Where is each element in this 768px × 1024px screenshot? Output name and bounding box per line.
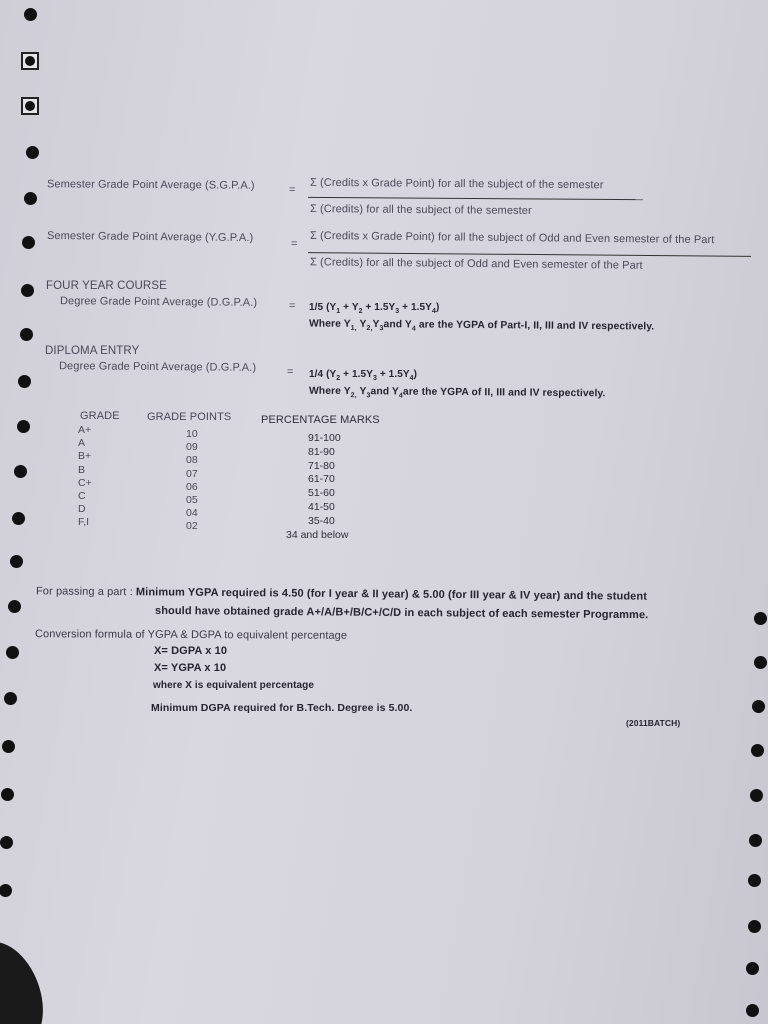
binder-hole-icon xyxy=(750,789,763,802)
binder-hole-icon xyxy=(20,328,33,341)
passing-line-2: should have obtained grade A+/A/B+/B/C+/C/D in each subject of each semester Programme. xyxy=(154,604,649,622)
table-row: 91-100 xyxy=(308,432,341,444)
formula-coefficient: 1/5 xyxy=(309,302,324,313)
passing-text: Minimum YGPA required is 4.50 (for I year & II year) & 5.00 (for III year & IV year) and the student xyxy=(135,586,648,603)
finger-shadow xyxy=(0,931,57,1024)
binder-hole-icon xyxy=(1,788,14,801)
binder-hole-icon xyxy=(8,600,21,613)
ygpa-numerator: Σ (Credits x Grade Point) for all the subject of Odd and Even semester of the Part xyxy=(309,229,715,247)
binder-hole-icon xyxy=(21,284,34,297)
binder-hole-icon xyxy=(22,236,35,249)
dgpa-where: Where $Y_{1,}$ $Y_{2,}Y_3and$ $Y_4$ are the YGPA of Part-I, II, III and IV respectively. xyxy=(308,318,655,333)
grade-header: GRADE xyxy=(80,410,120,422)
binder-hole-icon xyxy=(17,420,30,433)
percentage-marks-header: PERCENTAGE MARKS xyxy=(261,414,380,426)
four-year-heading: FOUR YEAR COURSE xyxy=(46,280,167,292)
fraction-bar xyxy=(308,197,643,200)
conversion-heading: Conversion formula of YGPA & DGPA to equivalent percentage xyxy=(34,628,348,642)
binder-hole-icon xyxy=(18,375,31,388)
binder-hole-icon xyxy=(2,740,15,753)
table-row: A xyxy=(78,437,86,450)
table-row: 02 xyxy=(186,520,198,533)
table-row: 51-60 xyxy=(308,487,335,500)
binder-hole-icon xyxy=(749,834,762,847)
table-row: 06 xyxy=(186,480,198,493)
table-row: 34 and below xyxy=(286,528,349,541)
grade-column xyxy=(78,424,92,530)
checkbox-icon xyxy=(21,52,39,70)
conversion-formula-2: X= YGPA x 10 xyxy=(154,662,227,674)
table-row: 61-70 xyxy=(308,473,335,486)
grade-points-header: GRADE POINTS xyxy=(147,411,232,423)
diploma-formula: 1/4 $(Y_2 + 1.5Y_3 + 1.5Y_4)$ xyxy=(309,369,418,382)
diploma-heading: DIPLOMA ENTRY xyxy=(45,345,140,357)
binder-hole-icon xyxy=(0,836,13,849)
table-row: B+ xyxy=(78,450,92,463)
ygpa-denominator: Σ (Credits) for all the subject of Odd and Even semester of the Part xyxy=(309,256,643,272)
equals-sign: = xyxy=(287,366,294,378)
binder-hole-icon xyxy=(746,1004,759,1017)
sgpa-denominator: Σ (Credits) for all the subject of the semester xyxy=(309,203,532,217)
binder-hole-icon xyxy=(746,962,759,975)
binder-hole-icon xyxy=(14,465,27,478)
diploma-dgpa-label: Degree Grade Point Average (D.G.P.A.) xyxy=(58,360,257,374)
conversion-formula-1: X= DGPA x 10 xyxy=(154,645,228,657)
binder-hole-icon xyxy=(748,920,761,933)
table-row: 41-50 xyxy=(308,500,335,513)
table-row: C+ xyxy=(78,476,92,489)
binder-hole-icon xyxy=(24,192,37,205)
sgpa-numerator: Σ (Credits x Grade Point) for all the subject of the semester xyxy=(309,176,604,192)
minimum-dgpa-text: Minimum DGPA required for B.Tech. Degree is 5.00. xyxy=(151,702,413,714)
dgpa-formula: 1/5 $(Y_1 + Y_2 + 1.5Y_3 + 1.5Y_4)$ xyxy=(309,302,440,315)
binder-hole-icon xyxy=(4,692,17,705)
table-row: B xyxy=(78,463,86,476)
table-row: 35-40 xyxy=(308,514,335,527)
table-row: 81-90 xyxy=(308,445,335,458)
dgpa-where-text: are the YGPA of Part-I, II, III and IV respectively. xyxy=(418,319,655,333)
binder-hole-icon xyxy=(0,884,12,897)
conversion-note: where X is equivalent percentage xyxy=(153,680,315,691)
formula-coefficient: 1/4 xyxy=(309,369,324,380)
table-row: D xyxy=(78,503,86,516)
binder-hole-icon xyxy=(24,8,37,21)
passing-label: For passing a part : xyxy=(35,585,133,599)
table-row: 10 xyxy=(186,428,198,440)
binder-hole-icon xyxy=(754,656,767,669)
table-row: 08 xyxy=(186,454,198,467)
table-row: 04 xyxy=(186,507,198,520)
binder-hole-icon xyxy=(12,512,25,525)
diploma-where: Where $Y_{2,}$ $Y_3and$ $Y_4are$ the YGPA of II, III and IV respectively. xyxy=(308,385,606,400)
binder-hole-icon xyxy=(26,146,39,159)
batch-label: (2011BATCH) xyxy=(626,718,681,728)
table-row: 07 xyxy=(186,467,198,480)
percentage-column xyxy=(286,432,349,542)
grade-points-column xyxy=(186,428,198,534)
binder-hole-icon xyxy=(754,612,767,625)
table-row: 05 xyxy=(186,494,198,507)
table-row: A+ xyxy=(78,424,92,436)
dgpa-label: Degree Grade Point Average (D.G.P.A.) xyxy=(59,295,258,309)
passing-line-1 xyxy=(36,585,647,602)
table-row: 71-80 xyxy=(308,459,335,472)
sgpa-label: Semester Grade Point Average (S.G.P.A.) xyxy=(46,178,255,192)
binder-hole-icon xyxy=(751,744,764,757)
binder-hole-icon xyxy=(10,555,23,568)
ygpa-label: Semester Grade Point Average (Y.G.P.A.) xyxy=(46,229,254,245)
binder-hole-icon xyxy=(6,646,19,659)
table-row: C xyxy=(78,490,86,503)
binder-hole-icon xyxy=(752,700,765,713)
diploma-where-text: the YGPA of II, III and IV respectively. xyxy=(421,386,606,400)
table-row: F,I xyxy=(78,516,90,529)
equals-sign: = xyxy=(291,238,298,250)
table-row: 09 xyxy=(186,441,198,454)
equals-sign: = xyxy=(289,300,296,312)
checkbox-icon xyxy=(21,97,39,115)
equals-sign: = xyxy=(289,184,296,196)
binder-hole-icon xyxy=(748,874,761,887)
